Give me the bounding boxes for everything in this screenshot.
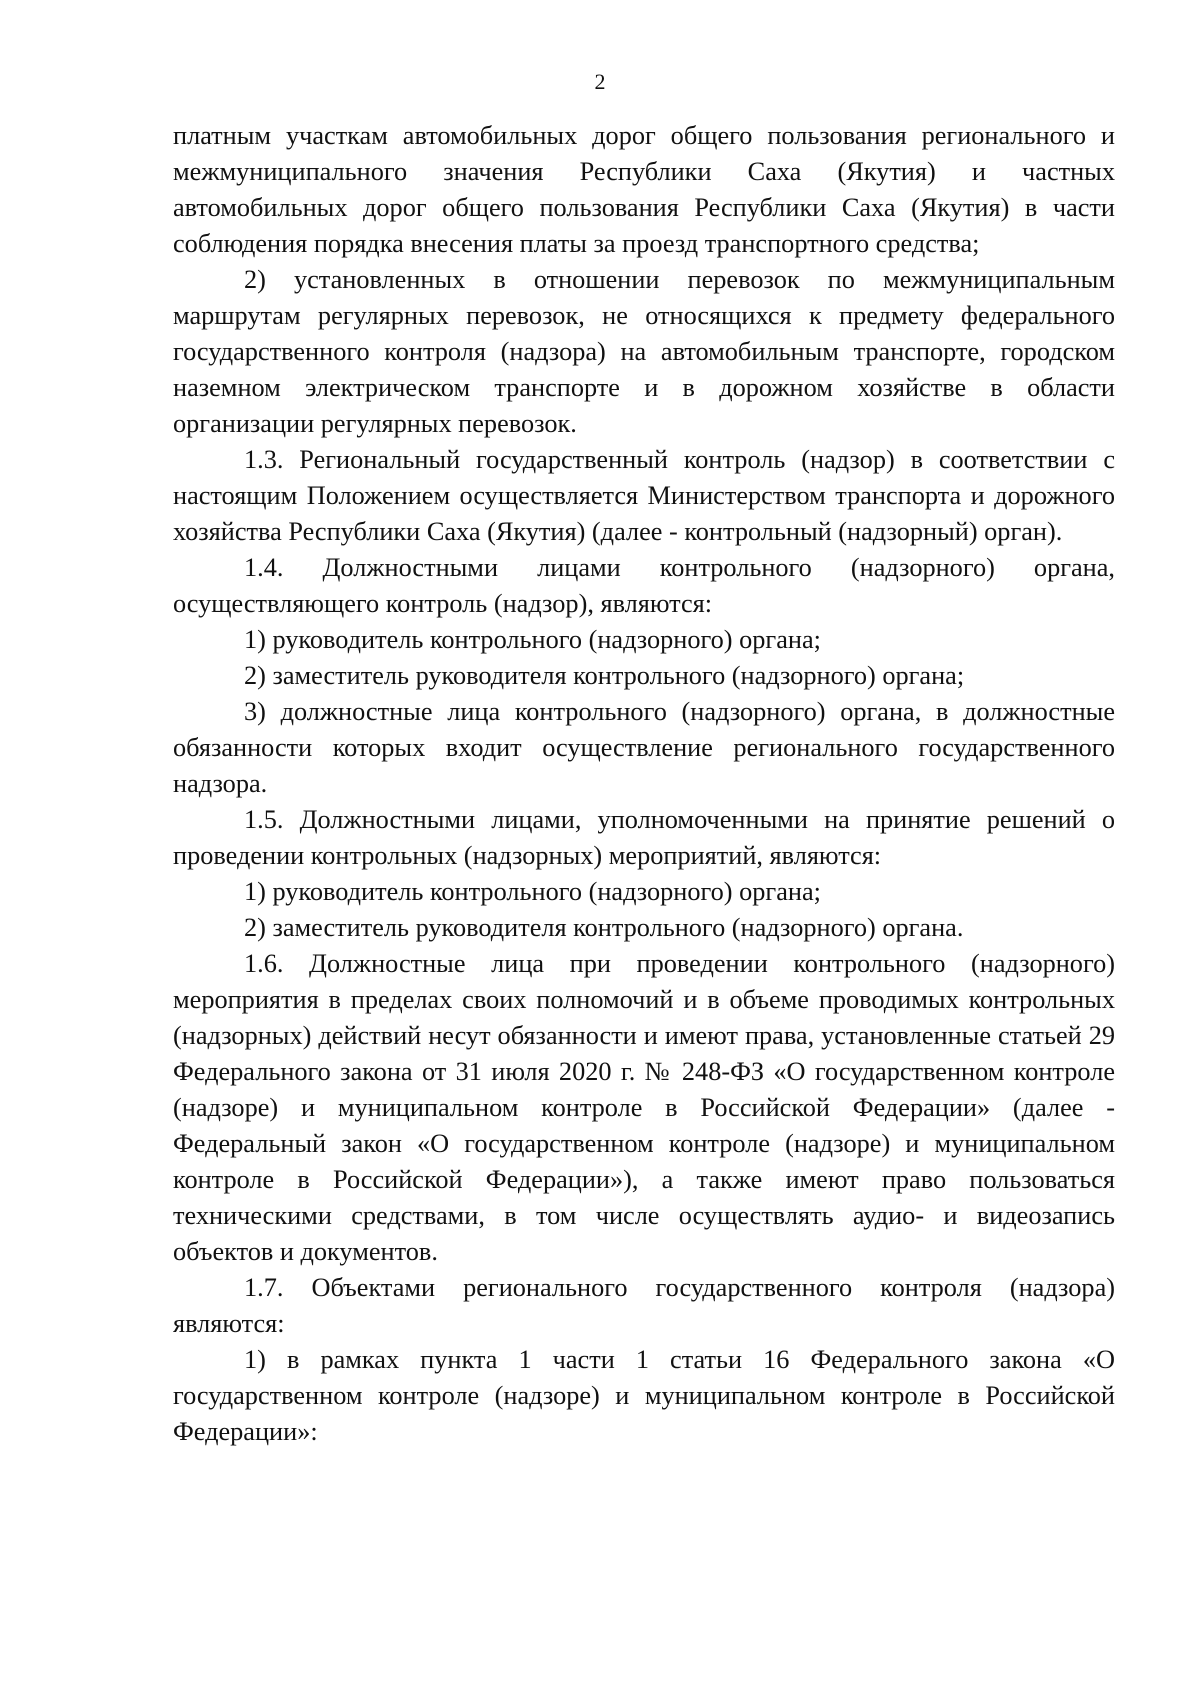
paragraph-11: 1.6. Должностные лица при проведении контрольного (надзорного) мероприятия в пределах своих полномочий и в объеме проводимых контрольных (надзорных) действий несут обязанности и имеют права, установленные статьей 29 Федерального закона от 31 июля 2020 г. № 248-ФЗ «О государственном контроле (надзоре) и муниципальном контроле в Российской Федерации» (далее - Федеральный закон «О государственном контроле (надзоре) и муниципальном контроле в Российской Федерации»), а также имеют право пользоваться техническими средствами, в том числе осуществлять аудио- и видеозапись объектов и документов. [173,949,1115,1266]
paragraph-13: 1) в рамках пункта 1 части 1 статьи 16 Федерального закона «О государственном контроле (надзоре) и муниципальном контроле в Российской Федерации»: [173,1345,1115,1446]
paragraph-5: 1) руководитель контрольного (надзорного) органа; [244,625,821,654]
paragraph-4: 1.4. Должностными лицами контрольного (надзорного) органа, осуществляющего контроль (надзор), являются: [173,553,1115,618]
paragraph-7: 3) должностные лица контрольного (надзорного) органа, в должностные обязанности которых входит осуществление регионального государственного надзора. [173,697,1115,798]
paragraph-2: 2) установленных в отношении перевозок по межмуниципальным маршрутам регулярных перевозок, не относящихся к предмету федерального государственного контроля (надзора) на автомобильным транспорте, городском наземном электрическом транспорте и в дорожном хозяйстве в области организации регулярных перевозок. [173,265,1115,438]
paragraph-12: 1.7. Объектами регионального государственного контроля (надзора) являются: [173,1273,1115,1338]
paragraph-8: 1.5. Должностными лицами, уполномоченными на принятие решений о проведении контрольных (надзорных) мероприятий, являются: [173,805,1115,870]
paragraph-3: 1.3. Региональный государственный контроль (надзор) в соответствии с настоящим Положением осуществляется Министерством транспорта и дорожного хозяйства Республики Саха (Якутия) (далее - контрольный (надзорный) орган). [173,445,1115,546]
page-number: 2 [594,69,606,94]
paragraph-10: 2) заместитель руководителя контрольного (надзорного) органа. [244,913,964,942]
document-body [173,118,1115,1450]
paragraph-1: платным участкам автомобильных дорог общего пользования регионального и межмуниципального значения Республики Саха (Якутия) и частных автомобильных дорог общего пользования Республики Саха (Якутия) в части соблюдения порядка внесения платы за проезд транспортного средства; [173,121,1115,258]
paragraph-9: 1) руководитель контрольного (надзорного) органа; [244,877,821,906]
paragraph-6: 2) заместитель руководителя контрольного (надзорного) органа; [244,661,965,690]
